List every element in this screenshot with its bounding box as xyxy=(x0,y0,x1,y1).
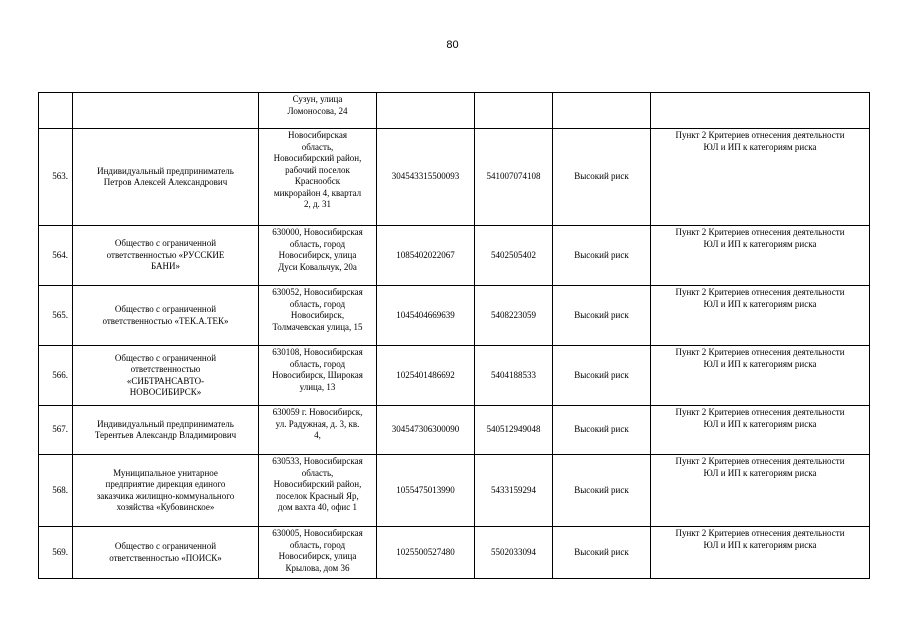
risk-basis xyxy=(651,455,870,527)
entity-address xyxy=(259,455,377,527)
ogrn-number: 1055475013990 xyxy=(377,455,475,527)
risk-basis xyxy=(651,93,870,129)
table-row xyxy=(39,527,870,579)
entity-address-line: 630005, Новосибирская xyxy=(272,528,363,538)
inn-number: 540512949048 xyxy=(475,406,553,455)
entity-name-line: хозяйства «Кубовинское» xyxy=(116,502,215,512)
entity-name-line: НОВОСИБИРСК» xyxy=(129,387,202,397)
registry-table xyxy=(38,92,870,579)
entity-address-line: Новосибирск, Широкая xyxy=(272,370,363,380)
entity-address-line: область, город xyxy=(289,539,346,550)
entity-address-line: Толмачевская улица, 15 xyxy=(272,321,363,332)
entity-address-line: дом вахта 40, офис 1 xyxy=(278,502,357,512)
table-row xyxy=(39,346,870,406)
row-number: 565. xyxy=(39,286,73,346)
entity-address-line: 630059 г. Новосибирск, xyxy=(272,407,363,417)
entity-name-line: ответственностью xyxy=(130,364,201,374)
entity-name xyxy=(73,286,259,346)
entity-name-line: Индивидуальный предприниматель xyxy=(97,165,234,176)
row-number: 564. xyxy=(39,226,73,286)
entity-name-line: ответственностью «ТЕК.А.ТЕК» xyxy=(102,315,229,326)
risk-category: Высокий риск xyxy=(553,406,651,455)
inn-number: 5404188533 xyxy=(475,346,553,406)
entity-address-line: рабочий поселок xyxy=(285,164,350,175)
row-number: 567. xyxy=(39,406,73,455)
risk-basis xyxy=(651,527,870,579)
entity-name-line: Индивидуальный предприниматель xyxy=(97,418,234,429)
entity-address-line: 630108, Новосибирская xyxy=(272,347,363,357)
risk-basis-line: ЮЛ и ИП к категориям риска xyxy=(703,298,817,309)
risk-category: Высокий риск xyxy=(553,129,651,226)
entity-name-line: Муниципальное унитарное xyxy=(113,467,218,478)
entity-address-line: микрорайон 4, квартал xyxy=(273,187,362,198)
entity-address-line: Дуси Ковальчук, 20а xyxy=(278,261,357,272)
inn-number: 5433159294 xyxy=(475,455,553,527)
ogrn-number: 304543315500093 xyxy=(377,129,475,226)
entity-address-line: 2, д. 31 xyxy=(303,199,332,209)
entity-name xyxy=(73,406,259,455)
risk-basis-line: ЮЛ и ИП к категориям риска xyxy=(703,539,817,550)
ogrn-number: 1085402022067 xyxy=(377,226,475,286)
entity-name xyxy=(73,346,259,406)
entity-address xyxy=(259,406,377,455)
entity-address-line: ул. Радужная, д. 3, кв. xyxy=(275,418,360,429)
entity-address-line: 4, xyxy=(314,430,321,440)
entity-name-line: Общество с ограниченной xyxy=(114,541,217,551)
risk-basis xyxy=(651,129,870,226)
risk-basis-line: Пункт 2 Критериев отнесения деятельности xyxy=(675,130,845,140)
entity-name-line: Петров Алексей Александрович xyxy=(103,177,228,187)
entity-address-line: Краснообск xyxy=(294,176,341,186)
entity-address-line: Ломоносова, 24 xyxy=(287,105,348,116)
entity-address-line: улица, 13 xyxy=(299,381,336,392)
entity-address-line: Новосибирский район, xyxy=(273,153,362,163)
table-row xyxy=(39,93,870,129)
risk-basis-line: ЮЛ и ИП к категориям риска xyxy=(703,141,817,152)
ogrn-number: 1025500527480 xyxy=(377,527,475,579)
entity-name-line: заказчика жилищно-коммунального xyxy=(96,490,235,501)
entity-name-line: ответственностью «ПОИСК» xyxy=(109,552,222,563)
risk-basis-line: ЮЛ и ИП к категориям риска xyxy=(703,418,817,429)
entity-address-line: 630000, Новосибирская xyxy=(272,227,363,237)
row-number: 566. xyxy=(39,346,73,406)
entity-address xyxy=(259,527,377,579)
risk-basis-line: Пункт 2 Критериев отнесения деятельности xyxy=(675,227,845,237)
ogrn-number: 304547306300090 xyxy=(377,406,475,455)
risk-basis-line: Пункт 2 Критериев отнесения деятельности xyxy=(675,456,845,466)
entity-name-line: Общество с ограниченной xyxy=(114,352,217,363)
entity-address-line: поселок Красный Яр, xyxy=(276,490,359,501)
entity-address-line: область, xyxy=(301,467,334,478)
risk-category xyxy=(553,93,651,129)
entity-name-line: БАНИ» xyxy=(150,261,181,272)
entity-name-line: Общество с ограниченной xyxy=(114,304,217,314)
risk-basis xyxy=(651,346,870,406)
inn-number: 5402505402 xyxy=(475,226,553,286)
risk-category: Высокий риск xyxy=(553,346,651,406)
inn-number xyxy=(475,93,553,129)
table-row xyxy=(39,129,870,226)
risk-basis-line: Пункт 2 Критериев отнесения деятельности xyxy=(675,287,845,297)
entity-name-line: Общество с ограниченной xyxy=(114,238,217,249)
entity-address-line: Новосибирский район, xyxy=(273,479,362,489)
table-row xyxy=(39,286,870,346)
entity-address xyxy=(259,93,377,129)
ogrn-number xyxy=(377,93,475,129)
risk-category: Высокий риск xyxy=(553,286,651,346)
entity-address-line: Сузун, улица xyxy=(292,94,343,104)
entity-name xyxy=(73,527,259,579)
entity-name-line: «СИБТРАНСАВТО- xyxy=(126,375,205,386)
entity-address xyxy=(259,226,377,286)
row-number: 563. xyxy=(39,129,73,226)
entity-name xyxy=(73,129,259,226)
entity-name-line: ответственностью «РУССКИЕ xyxy=(106,249,225,260)
table-row xyxy=(39,406,870,455)
page-number: 80 xyxy=(446,39,459,51)
risk-basis xyxy=(651,226,870,286)
entity-address-line: Новосибирск, улица xyxy=(278,551,357,561)
entity-address-line: область, город xyxy=(289,238,346,249)
entity-name xyxy=(73,455,259,527)
entity-address xyxy=(259,346,377,406)
ogrn-number: 1025401486692 xyxy=(377,346,475,406)
row-number xyxy=(39,93,73,129)
inn-number: 541007074108 xyxy=(475,129,553,226)
entity-address-line: область, город xyxy=(289,298,346,309)
risk-basis-line: Пункт 2 Критериев отнесения деятельности xyxy=(675,347,845,357)
risk-basis-line: ЮЛ и ИП к категориям риска xyxy=(703,358,817,369)
entity-address-line: Крылова, дом 36 xyxy=(285,562,350,573)
entity-address xyxy=(259,286,377,346)
table-row xyxy=(39,226,870,286)
risk-basis-line: ЮЛ и ИП к категориям риска xyxy=(703,467,817,478)
risk-basis xyxy=(651,286,870,346)
entity-name-line: Терентьев Александр Владимирович xyxy=(94,430,237,440)
entity-name xyxy=(73,93,259,129)
row-number: 568. xyxy=(39,455,73,527)
entity-address-line: Новосибирск, улица xyxy=(278,250,357,260)
entity-address-line: Новосибирская xyxy=(288,130,347,140)
inn-number: 5408223059 xyxy=(475,286,553,346)
entity-address-line: область, xyxy=(301,141,334,152)
row-number: 569. xyxy=(39,527,73,579)
entity-address-line: 630533, Новосибирская xyxy=(272,456,363,466)
inn-number: 5502033094 xyxy=(475,527,553,579)
entity-address xyxy=(259,129,377,226)
ogrn-number: 1045404669639 xyxy=(377,286,475,346)
entity-name xyxy=(73,226,259,286)
entity-address-line: 630052, Новосибирская xyxy=(272,287,363,297)
table-row xyxy=(39,455,870,527)
risk-basis xyxy=(651,406,870,455)
risk-category: Высокий риск xyxy=(553,527,651,579)
risk-basis-line: ЮЛ и ИП к категориям риска xyxy=(703,238,817,249)
entity-address-line: Новосибирск, xyxy=(290,310,345,320)
entity-name-line: предприятие дирекция единого xyxy=(105,479,226,489)
risk-basis-line: Пункт 2 Критериев отнесения деятельности xyxy=(675,407,845,417)
risk-category: Высокий риск xyxy=(553,226,651,286)
risk-category: Высокий риск xyxy=(553,455,651,527)
entity-address-line: область, город xyxy=(289,358,346,369)
risk-basis-line: Пункт 2 Критериев отнесения деятельности xyxy=(675,528,845,538)
